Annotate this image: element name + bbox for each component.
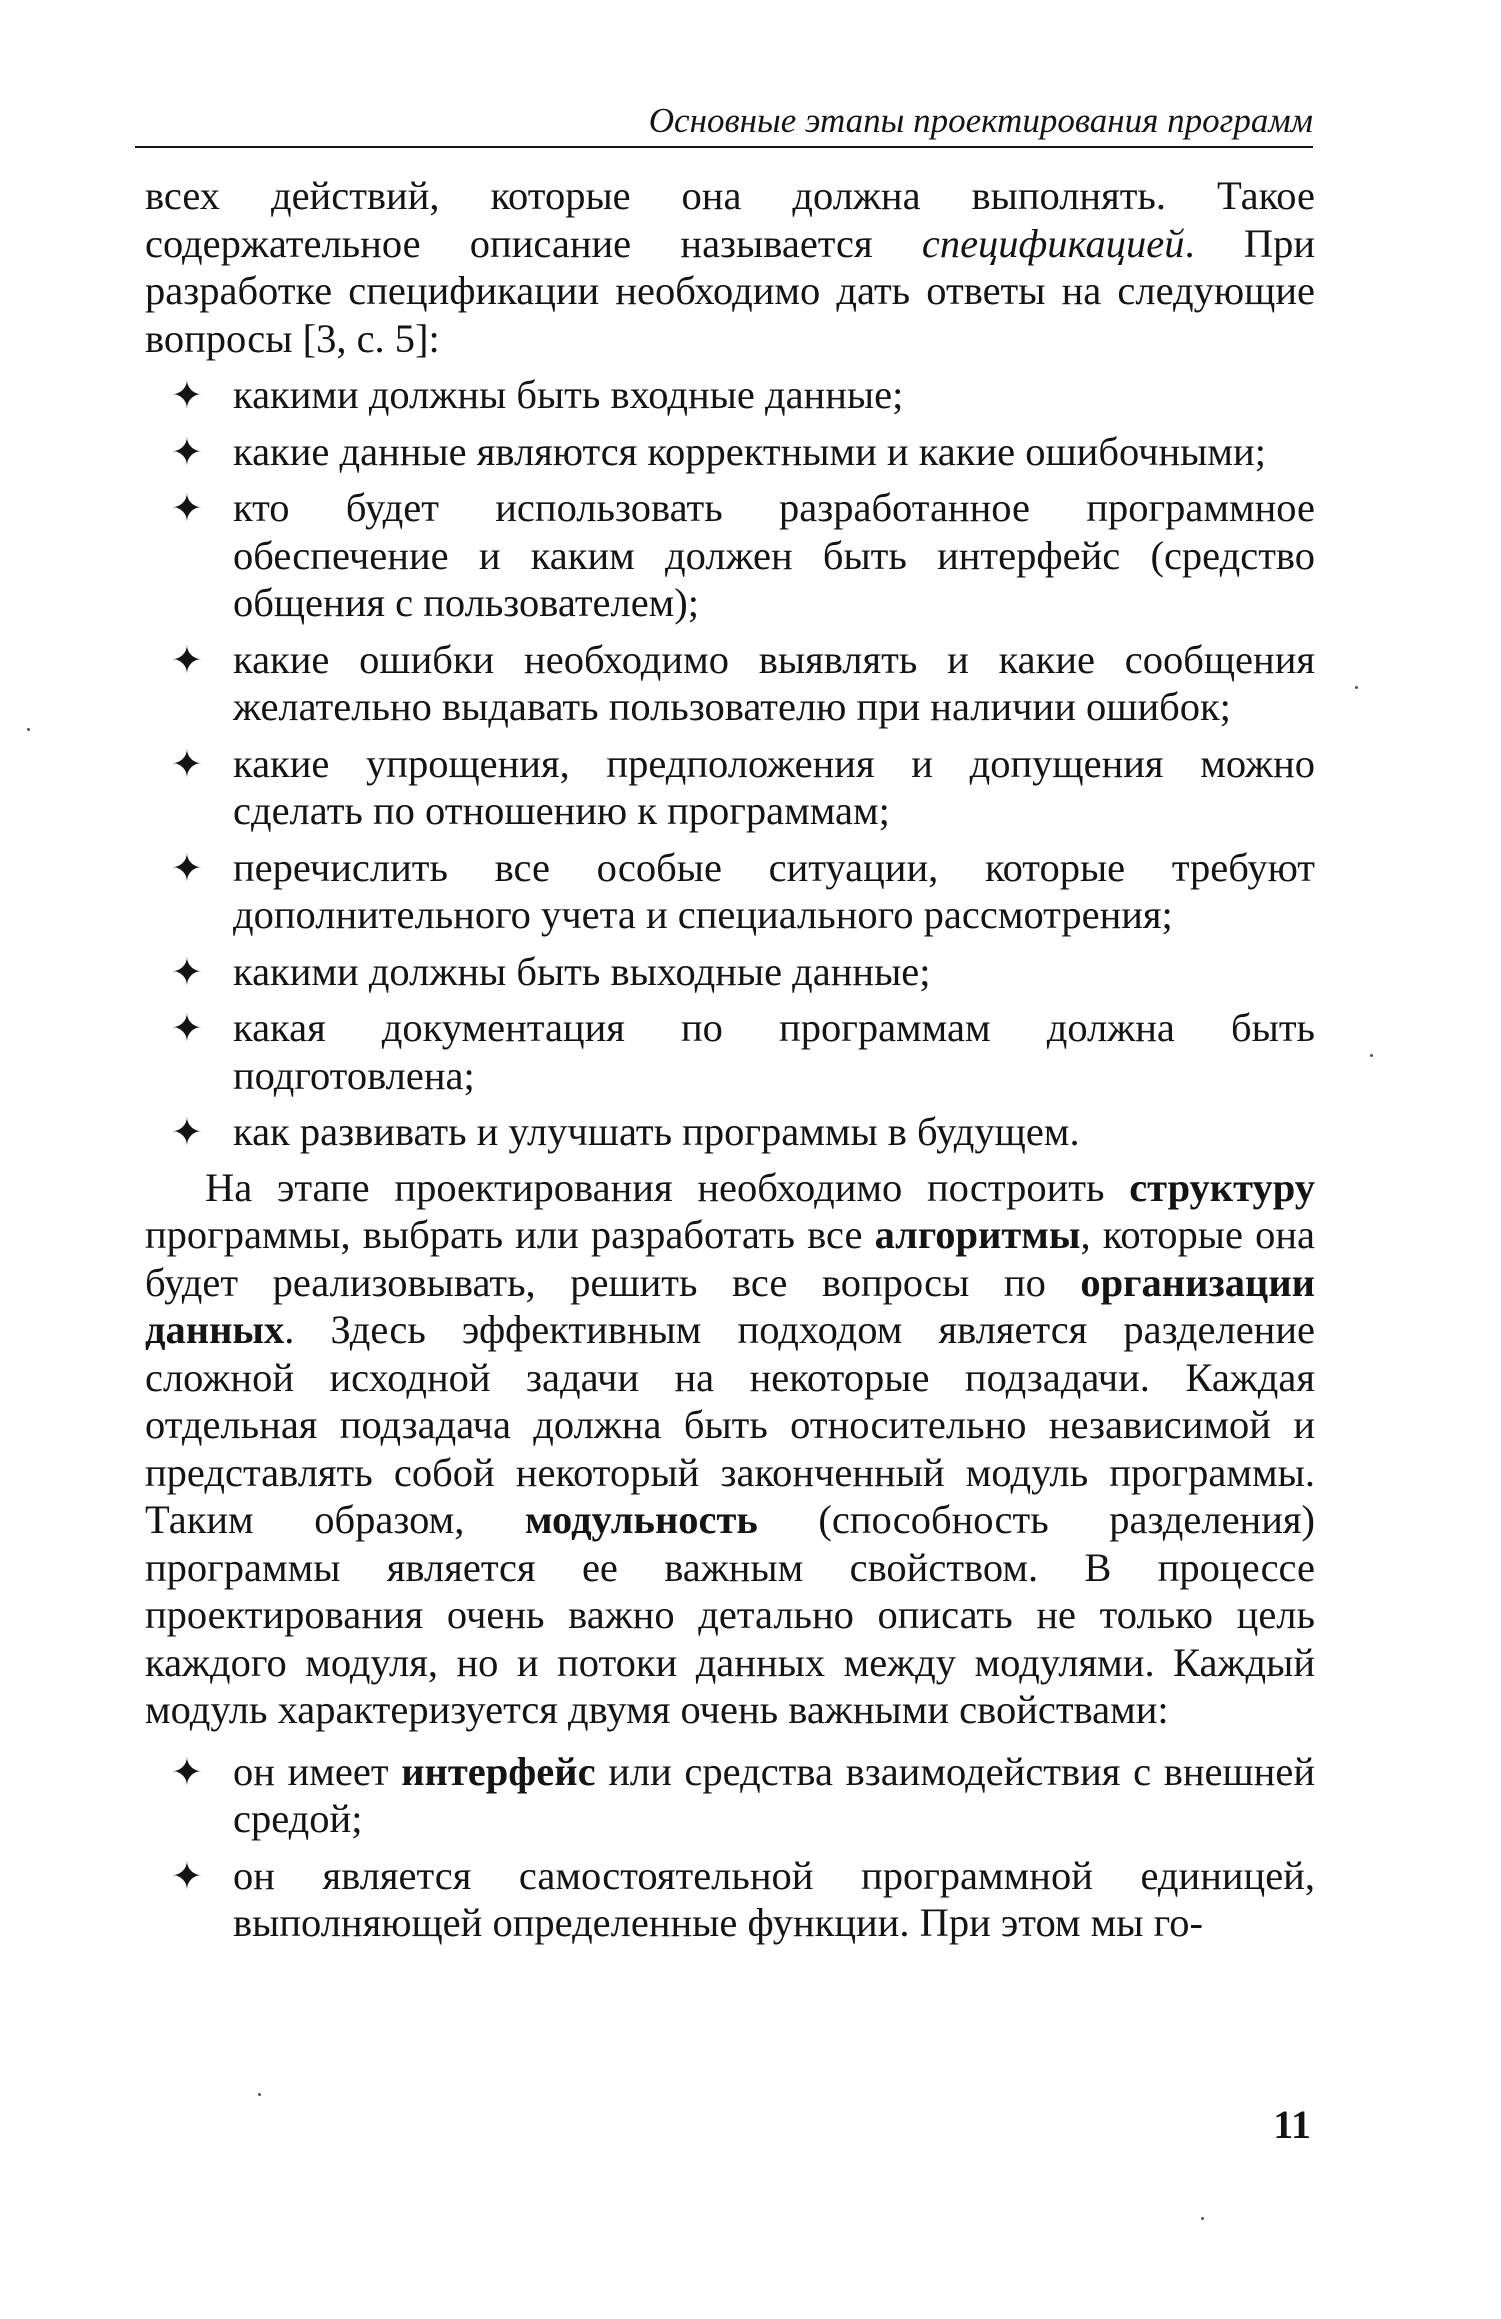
specification-questions-list [145, 371, 1315, 1156]
intro-paragraph [145, 172, 1315, 362]
scan-speck [27, 728, 30, 731]
bullet-star-icon: ✦ [171, 741, 203, 786]
list-item [145, 948, 1315, 996]
design-text-2: программы, выбрать или разработать все [145, 1212, 875, 1257]
list-item [145, 1108, 1315, 1156]
page-number: 11 [1273, 2102, 1311, 2147]
list-item [145, 844, 1315, 939]
list-item [145, 636, 1315, 731]
scan-speck [1355, 686, 1358, 689]
list-item-text: какими должны быть входные данные; [233, 372, 904, 417]
list-item-text: или средства взаимодействия с внешней средой; [233, 1748, 1315, 1841]
bullet-star-icon: ✦ [171, 1006, 203, 1050]
list-item [145, 1852, 1315, 1947]
list-item [145, 371, 1315, 419]
bullet-star-icon: ✦ [171, 949, 203, 994]
list-item [145, 1004, 1315, 1099]
running-header: Основные этапы проектирования программ [135, 100, 1313, 148]
design-text-1: На этапе проектирования необходимо построить [205, 1164, 1130, 1210]
list-item [145, 740, 1315, 835]
design-text-3: , которые она будет реализовывать, решить все вопросы по [145, 1212, 1316, 1305]
bullet-star-icon: ✦ [171, 1749, 203, 1794]
scan-speck [258, 2093, 261, 2096]
list-item-text: какие ошибки необходимо выявлять и какие сообщения желательно выдавать пользователю при наличии ошибок; [233, 636, 1315, 729]
bullet-star-icon: ✦ [171, 373, 203, 417]
design-paragraph [145, 1164, 1315, 1734]
bullet-star-icon: ✦ [171, 429, 203, 474]
design-text-4: . Здесь эффективным подходом является разделение сложной исходной задачи на некоторые подзадачи. Каждая отдельная подзадача должна быть относительно независимой и представлять собой некоторый законченный модуль программы. Таким образом, [145, 1307, 1315, 1542]
list-item [145, 484, 1315, 627]
intro-text-2: . При разработке спецификации необходимо дать ответы на следующие вопросы [3, с. 5]: [145, 220, 1316, 361]
structure-term: структуру [1129, 1164, 1315, 1210]
data-organization-term: организации данных [145, 1259, 1315, 1352]
list-item-text: какие данные являются корректными и какие ошибочными; [233, 428, 1266, 474]
interface-term: интерфейс [401, 1748, 596, 1794]
modularity-term: модульность [524, 1497, 758, 1542]
scan-speck [1370, 1054, 1373, 1057]
list-item-text: какие упрощения, предположения и допущения можно сделать по отношению к программам; [233, 740, 1315, 833]
bullet-star-icon: ✦ [171, 637, 203, 682]
bullet-star-icon: ✦ [171, 845, 203, 890]
bullet-star-icon: ✦ [171, 1110, 203, 1154]
intro-text-1: всех действий, которые она должна выполнять. Такое содержательное описание называется [145, 173, 1315, 266]
design-text-5: (способность разделения) программы является ее важным свойством. В процессе проектирования очень важно детально описать не только цель каждого модуля, но и потоки данных между модулями. Каждый модуль характеризуется двумя очень важными свойствами: [145, 1497, 1316, 1732]
list-item-text: перечислить все особые ситуации, которые требуют дополнительного учета и специального рассмотрения; [233, 844, 1315, 937]
specification-term: спецификацией [921, 220, 1185, 266]
list-item [145, 1748, 1315, 1843]
algorithms-term: алгоритмы [874, 1212, 1081, 1257]
list-item-text: какая документация по программам должна быть подготовлена; [233, 1005, 1315, 1098]
bullet-star-icon: ✦ [171, 1853, 203, 1898]
module-properties-list [145, 1748, 1315, 1947]
list-item [145, 428, 1315, 476]
list-item-text: он является самостоятельной программной единицей, выполняющей определенные функции. При этом мы го- [233, 1852, 1315, 1945]
list-item-text: кто будет использовать разработанное программное обеспечение и каким должен быть интерфейс (средство общения с пользователем); [233, 485, 1315, 625]
page-body [145, 172, 1315, 1947]
list-item-text: он имеет [233, 1748, 402, 1794]
bullet-star-icon: ✦ [171, 486, 203, 530]
list-item-text: какими должны быть выходные данные; [233, 948, 931, 994]
scan-speck [1201, 2217, 1204, 2220]
list-item-text: как развивать и улучшать программы в будущем. [233, 1109, 1080, 1154]
